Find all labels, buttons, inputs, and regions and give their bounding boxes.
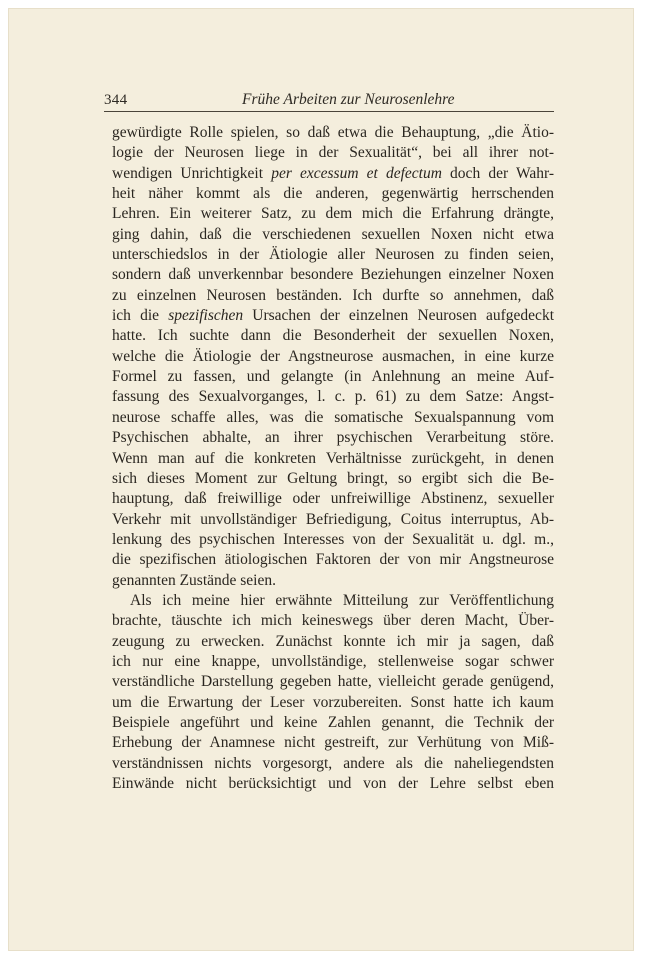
text-segment: zu einzelnen Neurosen beständen. Ich durfte so annehmen, daß bbox=[112, 286, 554, 304]
text-segment: Lehren. Ein weiterer Satz, zu dem mich die Erfahrung drängte, bbox=[112, 205, 554, 223]
book-page bbox=[8, 8, 634, 951]
text-line bbox=[112, 367, 554, 387]
page-header bbox=[104, 90, 554, 112]
text-line bbox=[112, 286, 554, 306]
text-segment: neurose schaffe alles, was die somatische Sexualspannung vom bbox=[112, 408, 554, 426]
header-rule bbox=[104, 111, 554, 112]
text-segment: hauptung, daß freiwillige oder unfreiwillige Abstinenz, sexueller bbox=[112, 490, 554, 508]
text-line bbox=[112, 754, 554, 774]
text-segment: lenkung des psychischen Interesses von der Sexualität u. dgl. m., bbox=[112, 530, 554, 548]
text-line bbox=[112, 306, 554, 326]
text-segment: Einwände nicht berücksichtigt und von der Lehre selbst eben bbox=[112, 775, 554, 792]
text-line bbox=[112, 693, 554, 713]
text-line bbox=[112, 469, 554, 489]
text-line bbox=[112, 591, 554, 611]
text-line bbox=[112, 387, 554, 407]
text-segment: Wenn man auf die konkreten Verhältnisse zurückgeht, in denen bbox=[112, 449, 554, 467]
text-segment: hatte. Ich suchte dann die Besonderheit der sexuellen Noxen, bbox=[112, 327, 554, 345]
text-line bbox=[112, 510, 554, 530]
text-line bbox=[112, 489, 554, 509]
text-segment: zeugung zu erwecken. Zunächst konnte ich mir ja sagen, daß bbox=[112, 632, 554, 650]
text-segment: verständnissen nichts vorgesorgt, andere als die naheliegendsten bbox=[112, 754, 554, 772]
text-segment: genannten Zustände seien. bbox=[112, 571, 276, 589]
text-line bbox=[112, 530, 554, 550]
text-segment: gewürdigte Rolle spielen, so daß etwa die Behauptung, „die Ätio- bbox=[112, 124, 554, 141]
text-segment: welche die Ätiologie der Angstneurose ausmachen, in eine kurze bbox=[112, 347, 554, 365]
text-line bbox=[112, 143, 554, 163]
text-line bbox=[112, 225, 554, 245]
text-line bbox=[112, 428, 554, 448]
text-segment: um die Erwartung der Leser vorzubereiten. Sonst hatte ich kaum bbox=[112, 693, 554, 711]
text-line bbox=[112, 123, 554, 143]
text-segment: verständliche Darstellung gegeben hatte, vielleicht gerade genügend, bbox=[112, 673, 554, 691]
text-segment: Beispiele angeführt und keine Zahlen genannt, die Technik der bbox=[112, 713, 554, 731]
text-line bbox=[112, 204, 554, 224]
text-segment: sondern daß unverkennbar besondere Beziehungen einzelner Noxen bbox=[112, 266, 554, 284]
text-line bbox=[112, 184, 554, 204]
text-segment: sich dieses Moment zur Geltung bringt, so ergibt sich die Be- bbox=[112, 469, 554, 487]
text-line bbox=[112, 164, 554, 184]
text-segment: Psychischen abhalte, an ihrer psychischen Verarbeitung störe. bbox=[112, 429, 554, 447]
text-segment: fassung des Sexualvorganges, l. c. p. 61) zu dem Satze: Angst- bbox=[112, 388, 554, 406]
text-segment: Erhebung der Anamnese nicht gestreift, zur Verhütung von Miß- bbox=[112, 734, 554, 752]
text-segment: heit näher kommt als die anderen, gegenwärtig herrschenden bbox=[112, 185, 554, 203]
text-line bbox=[112, 245, 554, 265]
text-line bbox=[112, 408, 554, 428]
text-segment: Ursachen der einzelnen Neurosen aufgedeckt bbox=[243, 307, 554, 325]
text-line bbox=[112, 632, 554, 652]
body-text bbox=[112, 123, 554, 794]
text-segment: wendigen Unrichtigkeit bbox=[112, 164, 272, 182]
text-line bbox=[112, 672, 554, 692]
text-segment: brachte, täuschte ich mich keineswegs über deren Macht, Über- bbox=[112, 612, 554, 630]
text-line bbox=[112, 611, 554, 631]
text-segment: unterschiedslos in der Ätiologie aller Neurosen zu finden seien, bbox=[112, 246, 554, 264]
text-segment: die spezifischen ätiologischen Faktoren der von mir Angstneurose bbox=[112, 551, 554, 569]
text-line bbox=[112, 713, 554, 733]
text-segment: Verkehr mit unvollständiger Befriedigung, Coitus interruptus, Ab- bbox=[112, 510, 554, 528]
text-segment: logie der Neurosen liege in der Sexualität“, bei all ihrer not- bbox=[112, 144, 554, 162]
text-line bbox=[112, 774, 554, 794]
text-segment: ging dahin, daß die verschiedenen sexuellen Noxen nicht etwa bbox=[112, 225, 554, 243]
text-line bbox=[112, 733, 554, 753]
italic-phrase: per excessum et defectum bbox=[271, 164, 442, 182]
text-line bbox=[112, 326, 554, 346]
text-line bbox=[112, 550, 554, 570]
text-line bbox=[112, 652, 554, 672]
page-number: 344 bbox=[104, 92, 128, 108]
text-line bbox=[112, 347, 554, 367]
running-title: Frühe Arbeiten zur Neurosenlehre bbox=[242, 91, 455, 108]
text-segment: doch der Wahr- bbox=[441, 164, 554, 182]
italic-phrase: spezifischen bbox=[168, 307, 244, 325]
text-line bbox=[112, 449, 554, 469]
text-line bbox=[112, 265, 554, 285]
text-segment: ich nur eine knappe, unvollständige, stellenweise sogar schwer bbox=[112, 652, 554, 670]
text-segment: ich die bbox=[112, 307, 169, 325]
text-segment: Als ich meine hier erwähnte Mitteilung zur Veröffentlichung bbox=[130, 591, 554, 609]
text-segment: Formel zu fassen, und gelangte (in Anlehnung an meine Auf- bbox=[112, 368, 554, 386]
text-line bbox=[112, 571, 554, 591]
